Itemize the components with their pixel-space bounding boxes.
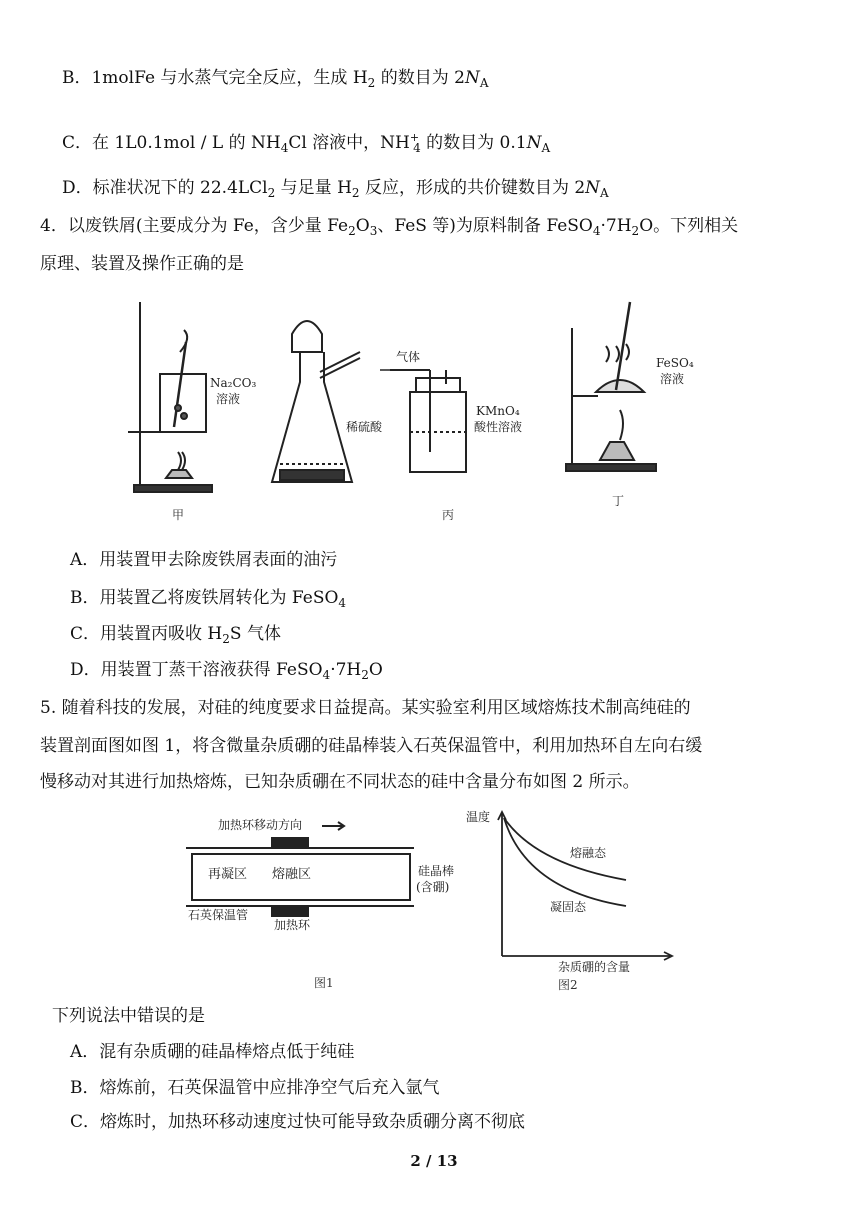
yi-reagent-label: 稀硫酸 (346, 420, 383, 434)
page-number: 2 / 13 (410, 1152, 458, 1170)
q4-option-b: B．用装置乙将废铁屑转化为 FeSO$_4$ (70, 588, 347, 610)
q4-option-a: A．用装置甲去除废铁屑表面的油污 (70, 550, 338, 570)
tube-label: 石英保温管 (188, 908, 249, 922)
melt-zone-label: 熔融区 (272, 867, 312, 882)
ding-caption: 丁 (612, 494, 625, 508)
jia-reagent-label: Na₂CO₃ (210, 376, 257, 390)
bing-caption: 丙 (442, 508, 455, 522)
ding-reagent-label2: 溶液 (660, 372, 685, 386)
q5-option-c: C．熔炼时，加热环移动速度过快可能导致杂质硼分离不彻底 (70, 1112, 526, 1132)
ring-label: 加热环 (274, 918, 311, 932)
q3-option-b: B．1molFe 与水蒸气完全反应，生成 $H_2$ 的数目为 $2N_A$ (62, 68, 489, 90)
fig1-caption: 图1 (314, 976, 334, 990)
q5-figure-1 (186, 812, 466, 996)
solid-zone-label: 再凝区 (208, 867, 248, 882)
q5-stem-line2: 装置剖面图如图 1，将含微量杂质硼的硅晶棒装入石英保温管中，利用加热环自左向右缓 (40, 736, 703, 756)
rod-label: 硅晶棒 (418, 864, 455, 878)
q5-option-a: A．混有杂质硼的硅晶棒熔点低于纯硅 (70, 1042, 355, 1062)
q5-option-b: B．熔炼前，石英保温管中应排净空气后充入氩气 (70, 1078, 440, 1098)
liquid-curve-label: 熔融态 (570, 846, 607, 860)
q4-option-c: C．用装置丙吸收 $H_2S$ 气体 (70, 624, 281, 646)
heating-direction-label: 加热环移动方向 (218, 818, 303, 832)
solid-curve-label: 凝固态 (550, 900, 587, 914)
q5-lead: 下列说法中错误的是 (52, 1006, 205, 1026)
fig2-xlabel: 杂质硼的含量 (558, 960, 631, 974)
rod-label2: (含硼) (416, 880, 450, 894)
jia-reagent-label2: 溶液 (216, 392, 241, 406)
zone-melting-diagram (186, 812, 466, 996)
q4-apparatus-figure (120, 292, 694, 524)
bing-gas-label: 气体 (396, 350, 421, 364)
bing-reagent-label: KMnO₄ (476, 404, 520, 418)
q5-figure-2 (466, 804, 676, 996)
jia-caption: 甲 (172, 508, 185, 522)
q4-option-d: D．用装置丁蒸干溶液获得 $FeSO_4\cdot 7H_2O$ (70, 660, 383, 682)
q4-stem-line1: 4．以废铁屑(主要成分为 Fe，含少量 $Fe_2O_3$、FeS 等)为原料制备 $FeSO_4\cdot 7H_2O$。下列相关 (40, 216, 739, 238)
q5-stem-line3: 慢移动对其进行加热熔炼，已知杂质硼在不同状态的硅中含量分布如图 2 所示。 (40, 772, 640, 792)
fig2-ylabel: 温度 (466, 810, 491, 824)
q4-apparatus-drawing (120, 292, 680, 524)
q3-option-d: D．标准状况下的 22.4LCl$_2$ 与足量 $H_2$ 反应，形成的共价键数目为 $2N_A$ (62, 178, 609, 200)
ding-reagent-label: FeSO₄ (656, 356, 694, 370)
q4-stem-line2: 原理、装置及操作正确的是 (40, 254, 244, 274)
q3-option-c: C．在 1L0.1mol / L 的 $NH_4Cl$ 溶液中，$NH^+_4$ 的数目为 $0.1N_A$ (62, 131, 551, 155)
fig2-caption: 图2 (558, 978, 578, 992)
bing-reagent-label2: 酸性溶液 (474, 420, 523, 434)
q5-stem-line1: 5. 随着科技的发展，对硅的纯度要求日益提高。某实验室利用区域熔炼技术制高纯硅的 (40, 698, 691, 718)
